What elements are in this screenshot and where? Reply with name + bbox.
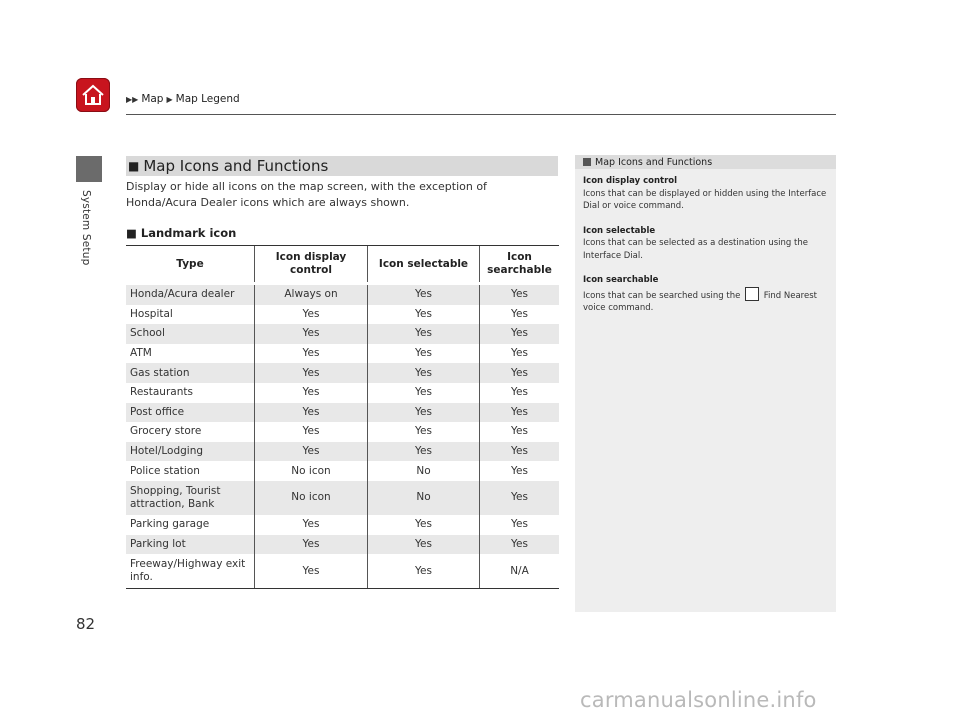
breadcrumb-arrow-icon: ▶	[166, 94, 173, 104]
table-cell: Always on	[255, 284, 368, 305]
table-cell: Yes	[255, 535, 368, 555]
table-cell: Post office	[126, 403, 255, 423]
page-number: 82	[76, 615, 96, 633]
table-cell: Yes	[480, 422, 560, 442]
note-heading: Icon selectable	[583, 225, 656, 236]
table-row	[126, 554, 559, 589]
table-cell: Yes	[480, 535, 560, 555]
table-cell: Hotel/Lodging	[126, 442, 255, 462]
table-row	[126, 305, 559, 325]
table-row	[126, 535, 559, 555]
table-cell: Yes	[255, 515, 368, 535]
table-header-row	[126, 246, 559, 284]
table-cell: Yes	[368, 383, 480, 403]
table-cell: Yes	[368, 363, 480, 383]
table-cell: Yes	[480, 344, 560, 364]
table-cell: Yes	[480, 363, 560, 383]
table-cell: Yes	[480, 481, 560, 515]
table-cell: Yes	[480, 461, 560, 481]
table-cell: ATM	[130, 347, 152, 360]
table-row	[126, 481, 559, 515]
table-cell: Yes	[480, 284, 560, 305]
table-cell: Yes	[368, 344, 480, 364]
table-cell: Parking garage	[130, 518, 210, 531]
square-bullet-icon: ■	[128, 159, 140, 173]
section-title: Map Icons and Functions	[143, 157, 329, 175]
table-cell: Yes	[480, 515, 560, 535]
table-cell: Yes	[255, 324, 368, 344]
note-marker-icon	[583, 158, 591, 166]
table-cell: Hospital	[130, 307, 173, 320]
breadcrumb-item[interactable]: Map Legend	[175, 93, 240, 105]
breadcrumb-item[interactable]: Map	[141, 93, 164, 105]
table-cell: School	[126, 324, 255, 344]
table-row	[126, 363, 559, 383]
breadcrumb	[126, 93, 240, 105]
table-cell: Yes	[368, 442, 480, 462]
note-text: Icons that can be searched using the Find Nearest voice command.	[583, 287, 831, 315]
table-cell: Yes	[368, 535, 480, 555]
square-bullet-icon: ■	[126, 226, 141, 240]
table-cell: Yes	[255, 344, 368, 364]
table-cell: Yes	[368, 305, 480, 325]
watermark: carmanualsonline.info	[580, 688, 817, 712]
table-row	[126, 403, 559, 423]
table-header: Icon selectable	[368, 246, 480, 284]
table-header: Type	[126, 246, 255, 284]
table-cell: Yes	[255, 363, 368, 383]
table-cell: No	[368, 481, 480, 515]
table-cell: Yes	[368, 515, 480, 535]
table-cell: Yes	[255, 383, 368, 403]
table-cell: Gas station	[126, 363, 255, 383]
table-row	[126, 422, 559, 442]
landmark-icon-table	[126, 245, 559, 589]
table-cell: No	[368, 461, 480, 481]
table-cell: Parking lot	[126, 535, 255, 555]
table-cell: Yes	[368, 284, 480, 305]
table-cell: Yes	[368, 554, 480, 589]
note-heading: Icon display control	[583, 176, 678, 186]
table-cell: Restaurants	[130, 386, 193, 399]
notes-body	[583, 175, 831, 315]
chapter-tab[interactable]	[76, 156, 102, 182]
table-cell: Yes	[480, 324, 560, 344]
table-cell: No icon	[255, 461, 368, 481]
table-cell: Yes	[480, 442, 560, 462]
chapter-label: System Setup	[80, 190, 92, 266]
table-row	[126, 324, 559, 344]
intro-text: Display or hide all icons on the map screen, with the exception of Honda/Acura Dealer icons which are always shown.	[126, 180, 487, 209]
table-row	[126, 461, 559, 481]
notes-title: Map Icons and Functions	[595, 156, 713, 168]
table-cell: Yes	[368, 324, 480, 344]
subheading: ■ Landmark icon	[126, 226, 237, 240]
table-row	[126, 515, 559, 535]
table-cell: Police station	[130, 464, 200, 477]
header-divider	[126, 114, 836, 115]
home-icon	[81, 84, 105, 106]
table-cell: Freeway/Highway exit info.	[126, 554, 255, 589]
table-row	[126, 284, 559, 305]
table-cell: Yes	[480, 383, 560, 403]
table-cell: Yes	[255, 422, 368, 442]
table-cell: No icon	[255, 481, 368, 515]
section-title-bar	[126, 156, 558, 176]
table-cell: Yes	[255, 305, 368, 325]
table-cell: N/A	[480, 554, 560, 589]
note-heading: Icon searchable	[583, 275, 659, 285]
table-cell: Grocery store	[130, 425, 202, 438]
table-cell: Yes	[480, 305, 560, 325]
note-text: Icons that can be selected as a destination using the Interface Dial.	[583, 238, 808, 261]
table-row	[126, 344, 559, 364]
breadcrumb-arrow-icon: ▶▶	[126, 94, 139, 104]
notes-header	[575, 155, 836, 169]
talk-button-icon	[745, 287, 759, 301]
table-header: Icon searchable	[480, 246, 560, 284]
home-button[interactable]	[76, 78, 110, 112]
notes-panel	[575, 155, 836, 612]
table-cell: Honda/Acura dealer	[126, 284, 255, 305]
table-cell: Yes	[368, 403, 480, 423]
table-header: Icon display control	[255, 246, 368, 284]
table-cell: Yes	[368, 422, 480, 442]
table-cell: Yes	[255, 442, 368, 462]
note-text: Icons that can be displayed or hidden using the Interface Dial or voice command.	[583, 188, 827, 211]
table-cell: Yes	[255, 403, 368, 423]
table-cell: Yes	[480, 403, 560, 423]
table-cell: Yes	[255, 554, 368, 589]
table-cell: Shopping, Tourist attraction, Bank	[126, 481, 255, 515]
table-row	[126, 442, 559, 462]
table-row	[126, 383, 559, 403]
